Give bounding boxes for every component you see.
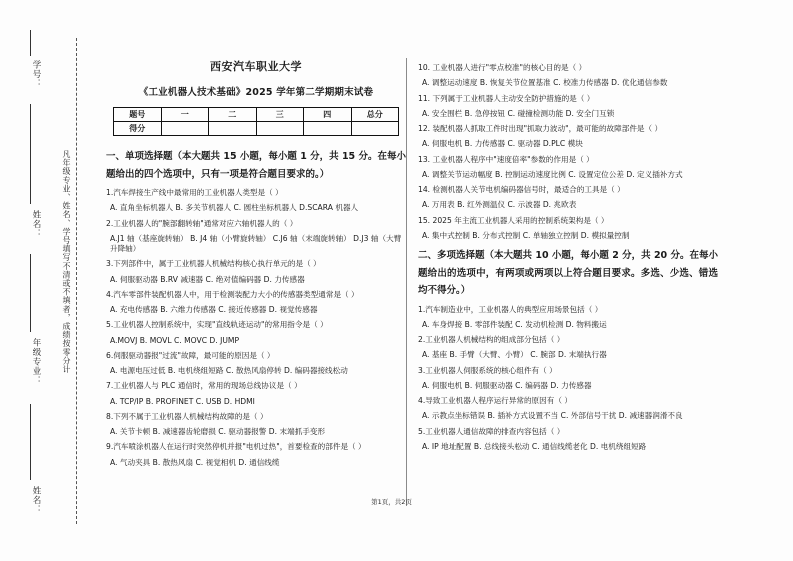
table-row-question-numbers: [114, 108, 399, 122]
question-options: A. IP 地址配置 B. 总线接头松动 C. 通信线缆老化 D. 电机绕组短路: [422, 441, 647, 451]
score-table-row-label-questions: 题号: [114, 108, 162, 122]
score-table-col-2: 二: [209, 108, 257, 122]
question-item: [106, 188, 406, 214]
question-options: A. 基座 B. 手臂（大臂、小臂） C. 腕部 D. 末端执行器: [422, 350, 607, 360]
column-divider: [406, 58, 407, 506]
question-item: [418, 185, 718, 211]
seal-notice-text: 凡年级专业、姓名、学号填写不清或不填者，成绩按零分计: [62, 150, 71, 374]
question-item: [418, 305, 718, 331]
question-options: A. 调整运动速度 B. 恢复关节位置基准 C. 校准力传感器 D. 优化通信参数: [422, 78, 668, 88]
question-stem: 14. 检测机器人关节电机编码器信号时，最适合的工具是（ ）: [418, 185, 625, 194]
question-options: A. 伺服电机 B. 伺服驱动器 C. 编码器 D. 力传感器: [422, 380, 592, 390]
score-cell-1[interactable]: [161, 122, 209, 136]
question-item: [418, 366, 718, 392]
question-stem: 12. 装配机器人抓取工件时出现"抓取力波动"，最可能的故障部件是（ ）: [418, 124, 663, 133]
score-cell-4[interactable]: [304, 122, 352, 136]
question-stem: 5.工业机器人控制系统中，实现"直线轨迹运动"的常用指令是（ ）: [106, 320, 328, 330]
question-options: A. 调整关节运动幅度 B. 控制运动速度比例 C. 设置定位公差 D. 定义插补方式: [422, 169, 683, 179]
question-stem: 6.伺服驱动器报"过流"故障，最可能的原因是（ ）: [106, 350, 275, 360]
question-stem: 4.汽车零部件装配机器人中，用于检测装配力大小的传感器类型通常是（ ）: [106, 289, 359, 299]
university-name: 西安汽车职业大学: [210, 60, 302, 73]
seal-rule-3: [30, 404, 31, 480]
question-stem: 5.工业机器人通信故障的排查内容包括（ ）: [418, 426, 565, 436]
score-table-col-3: 三: [256, 108, 304, 122]
score-table: [113, 107, 399, 136]
score-table-col-total: 总分: [351, 108, 399, 122]
question-item: [418, 216, 718, 242]
seal-rule-1: [30, 104, 31, 204]
question-item: [106, 351, 406, 377]
question-stem: 15. 2025 年主流工业机器人采用的控制系统架构是（ ）: [418, 215, 609, 225]
question-options: A. 气动夹具 B. 散热风扇 C. 视觉相机 D. 通信线缆: [110, 457, 280, 467]
question-item: [106, 290, 406, 316]
page-number-text: 第1页，共2页: [371, 498, 412, 506]
question-item: [418, 396, 718, 422]
seal-strip: [20, 30, 106, 530]
question-item: [418, 63, 718, 89]
question-stem: 7.工业机器人与 PLC 通信时，常用的现场总线协议是（ ）: [106, 381, 302, 391]
question-item: [418, 94, 718, 120]
question-item: [106, 219, 406, 255]
section-heading-single-choice: 一、单项选择题（本大题共 15 小题，每小题 1 分，共 15 分。在每小题给出的四个选项中，只有一项是符合题目要求的。）: [106, 151, 406, 180]
question-item: [106, 320, 406, 346]
exam-title: 《工业机器人技术基础》2025 学年第二学期期末试卷: [138, 87, 374, 98]
question-options: A. 伺服电机 B. 力传感器 C. 驱动器 D.PLC 模块: [422, 139, 583, 149]
question-options: A.MOVJ B. MOVL C. MOVC D. JUMP: [110, 335, 240, 345]
question-stem: 13. 工业机器人程序中"速度倍率"参数的作用是（ ）: [418, 154, 594, 164]
score-cell-3[interactable]: [256, 122, 304, 136]
question-item: [418, 335, 718, 361]
question-options: A. TCP/IP B. PROFINET C. USB D. HDMI: [110, 396, 255, 406]
question-options: A. 伺服驱动器 B.RV 减速器 C. 绝对值编码器 D. 力传感器: [110, 274, 305, 284]
question-options: A. 示教点坐标错误 B. 插补方式设置不当 C. 外部信号干扰 D. 减速器润滑不良: [422, 411, 683, 421]
question-stem: 11. 下列属于工业机器人主动安全防护措施的是（ ）: [418, 93, 595, 103]
left-column: [106, 58, 406, 518]
question-stem: 9.汽车喷涂机器人在运行时突然停机并报"电机过热"，首要检查的部件是（ ）: [106, 442, 366, 452]
seal-label-grade-major: 年级专业：: [31, 338, 41, 386]
question-item: [418, 155, 718, 181]
score-table-row-label-score: 得分: [114, 122, 162, 136]
question-stem: 2.工业机器人的"腕部翻转轴"通常对应六轴机器人的（ ）: [106, 218, 298, 228]
question-item: [106, 259, 406, 285]
score-table-col-4: 四: [304, 108, 352, 122]
question-options: A. 电源电压过低 B. 电机绕组短路 C. 散热风扇停转 D. 编码器接线松动: [110, 366, 348, 376]
question-item: [418, 124, 718, 150]
score-cell-2[interactable]: [209, 122, 257, 136]
question-item: [106, 442, 406, 468]
seal-dotted-line: [76, 38, 77, 524]
question-item: [418, 427, 718, 453]
question-options: A. 车身焊接 B. 零部件装配 C. 发动机检测 D. 物料搬运: [422, 319, 607, 329]
question-options: A. 万用表 B. 红外测温仪 C. 示波器 D. 兆欧表: [422, 200, 577, 210]
question-stem: 4.导致工业机器人程序运行异常的原因有（ ）: [418, 396, 572, 406]
question-stem: 3.下列部件中，属于工业机器人机械结构核心执行单元的是（ ）: [106, 259, 321, 269]
question-stem: 3.工业机器人伺服系统的核心组件有（ ）: [418, 365, 557, 375]
question-stem: 8.下列不属于工业机器人机械结构故障的是（ ）: [106, 411, 268, 421]
seal-label-student-id: 学号：: [31, 60, 41, 89]
question-options: A. 充电传感器 B. 六维力传感器 C. 接近传感器 D. 视觉传感器: [110, 305, 318, 315]
question-options: A. 集中式控制 B. 分布式控制 C. 单轴独立控制 D. 模拟量控制: [422, 230, 630, 240]
question-options: A. 直角坐标机器人 B. 多关节机器人 C. 圆柱坐标机器人 D.SCARA 机器人: [110, 203, 359, 213]
question-item: [106, 412, 406, 438]
page-footer: [0, 497, 793, 506]
question-stem: 1.汽车焊接生产线中最常用的工业机器人类型是（ ）: [106, 188, 283, 198]
score-cell-total[interactable]: [351, 122, 399, 136]
seal-rule-2: [30, 254, 31, 332]
question-stem: 2.工业机器人机械结构的组成部分包括（ ）: [418, 335, 565, 345]
question-item: [106, 381, 406, 407]
seal-label-bottom-name: 姓名：: [31, 486, 41, 515]
table-row-scores: [114, 122, 399, 136]
seal-rule-top: [30, 30, 31, 56]
seal-label-name: 姓名：: [31, 210, 41, 239]
question-options: A.J1 轴（基座旋转轴） B. J4 轴（小臂旋转轴） C.J6 轴（末端旋转轴） D.J3 轴（大臂升降轴）: [110, 233, 402, 254]
right-column: [418, 58, 718, 518]
question-options: A. 关节卡顿 B. 减速器齿轮磨损 C. 驱动器报警 D. 末端抓手变形: [110, 427, 326, 437]
question-stem: 1.汽车制造业中，工业机器人的典型应用场景包括（ ）: [418, 304, 603, 314]
question-stem: 10. 工业机器人进行"零点校准"的核心目的是（ ）: [418, 63, 587, 72]
section-heading-multiple-choice: 二、多项选择题（本大题共 10 小题，每小题 2 分，共 20 分。在每小题给出的选项中，有两项或两项以上符合题目要求。多选、少选、错选均不得分。）: [418, 250, 718, 297]
question-options: A. 安全围栏 B. 急停按钮 C. 碰撞检测功能 D. 安全门互锁: [422, 108, 615, 118]
score-table-col-1: 一: [161, 108, 209, 122]
